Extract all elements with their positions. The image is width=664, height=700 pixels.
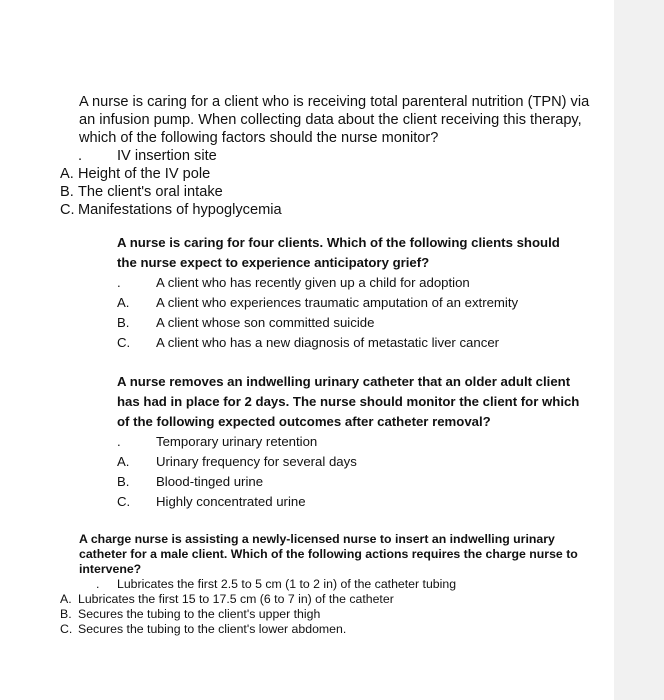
option-row [0,165,614,183]
option-marker: C. [60,202,75,218]
option-text: Secures the tubing to the client's upper thigh [78,607,321,621]
option-row [0,452,614,472]
option-text: Lubricates the first 15 to 17.5 cm (6 to 7 in) of the catheter [78,592,394,606]
option-marker: B. [60,607,72,621]
option-row [0,607,614,622]
question-1 [0,93,614,219]
option-row [0,183,614,201]
option-marker: A. [117,295,130,310]
option-row [0,293,614,313]
option-text: Manifestations of hypoglycemia [78,202,282,218]
option-row [0,333,614,353]
option-marker: B. [60,184,74,200]
question-stem: A charge nurse is assisting a newly-licensed nurse to insert an indwelling urinary catheter for a male client. Which of the following actions requires the charge nurse to intervene? [79,532,578,576]
option-marker: . [96,577,100,591]
option-text: A client who has recently given up a child for adoption [156,275,470,290]
option-marker: . [117,275,121,290]
option-marker: A. [117,454,130,469]
option-row [0,577,614,592]
option-text: Secures the tubing to the client's lower abdomen. [78,622,347,636]
option-row [0,492,614,512]
question-stem: A nurse is caring for a client who is receiving total parenteral nutrition (TPN) via an infusion pump. When collecting data about the client receiving this therapy, which of the following factors should the nurse monitor? [79,94,590,146]
option-row [0,201,614,219]
option-text: Temporary urinary retention [156,434,318,449]
option-row [0,147,614,165]
option-row [0,313,614,333]
option-text: A client who has a new diagnosis of metastatic liver cancer [156,335,500,350]
question-stem: A nurse is caring for four clients. Which of the following clients should the nurse expect to experience anticipatory grief? [117,235,560,270]
option-marker: C. [117,494,131,509]
option-row [0,592,614,607]
option-text: Highly concentrated urine [156,494,306,509]
page-margin-strip [614,0,664,700]
question-3 [0,372,614,512]
option-text: Urinary frequency for several days [156,454,357,469]
option-text: A client who experiences traumatic amputation of an extremity [156,295,519,310]
option-text: A client whose son committed suicide [156,315,375,330]
option-marker: . [78,148,83,164]
option-marker: B. [117,474,130,489]
option-marker: C. [117,335,131,350]
option-marker: A. [60,166,74,182]
option-row [0,472,614,492]
option-text: Lubricates the first 2.5 to 5 cm (1 to 2 in) of the catheter tubing [117,577,457,591]
question-2 [0,233,614,353]
question-stem: A nurse removes an indwelling urinary catheter that an older adult client has had in place for 2 days. The nurse should monitor the client for which of the following expected outcomes after catheter removal? [117,374,580,429]
option-text: IV insertion site [117,148,217,164]
option-marker: B. [117,315,130,330]
option-row [0,432,614,452]
option-text: Height of the IV pole [78,166,211,182]
option-text: Blood-tinged urine [156,474,264,489]
question-4 [0,532,614,637]
option-row [0,622,614,637]
option-marker: . [117,434,121,449]
option-text: The client's oral intake [78,184,223,200]
option-marker: A. [60,592,72,606]
option-row [0,273,614,293]
option-marker: C. [60,622,73,636]
